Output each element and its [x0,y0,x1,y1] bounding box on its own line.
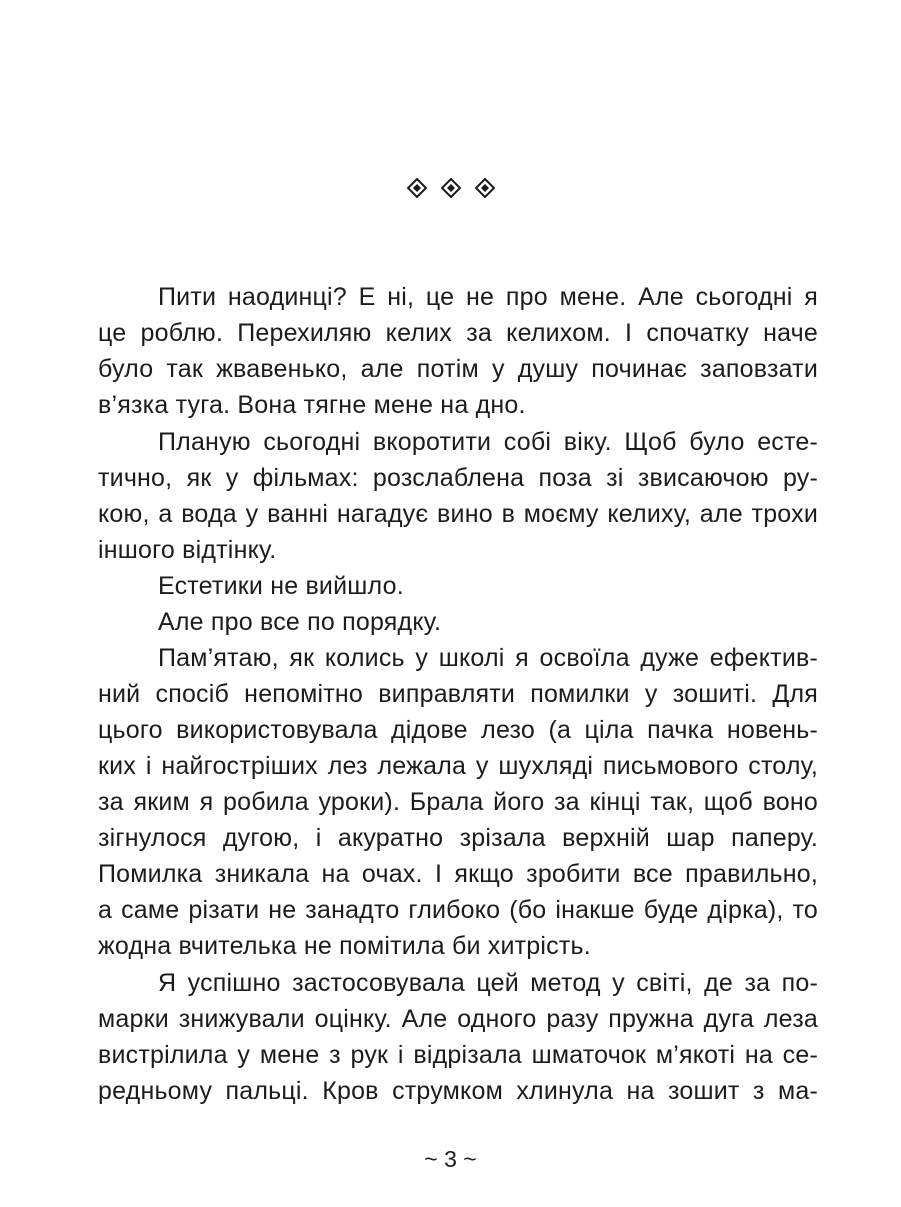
text-line: а саме різати не занадто глибоко (бо інакше буде дірка), то [98,896,818,924]
text-line: було так жвавенько, але потім у душу починає заповзати [98,355,818,383]
text-line: вистрілила у мене з рук і відрізала шматочок м’якоті на се- [98,1041,818,1069]
text-line: Я успішно застосовувала цей метод у світі, де за по- [158,969,818,997]
text-line: жодна вчителька не помітила би хитрість. [98,932,591,960]
text-line: Але про все по порядку. [158,608,442,636]
text-line: тично, як у фільмах: розслаблена поза зі звисаючою ру- [98,464,818,492]
text-line: зігнулося дугою, і акуратно зрізала верхній шар паперу. [98,824,818,852]
text-line: марки знижували оцінку. Але одного разу пружна дуга леза [98,1005,818,1033]
text-line: в’язка туга. Вона тягне мене на дно. [98,391,526,419]
text-line: Естетики не вийшло. [158,572,404,600]
text-line: Планую сьогодні вкоротити собі віку. Щоб було есте- [158,428,818,456]
text-line: редньому пальці. Кров струмком хлинула на зошит з ма- [98,1077,818,1105]
page-number: ~ 3 ~ [424,1146,477,1172]
text-line: кою, а вода у ванні нагадує вино в моєму келиху, але трохи [98,500,818,528]
text-line: іншого відтінку. [98,536,277,564]
text-line: ких і найгостріших лез лежала у шухляді письмового столу, [98,752,818,780]
text-line: Пити наодинці? Е ні, це не про мене. Але сьогодні я [158,283,818,311]
text-line: Пам’ятаю, як колись у школі я освоїла дуже ефектив- [158,644,818,672]
text-line: ний спосіб непомітно виправляти помилки у зошиті. Для [98,680,818,708]
text-line: Помилка зникала на очах. І якщо зробити все правильно, [98,860,818,888]
text-line: цього використовувала дідове лезо (а ціла пачка новень- [98,716,818,744]
text-line: за яким я робила уроки). Брала його за кінці так, щоб воно [98,788,818,816]
text-line: це роблю. Перехиляю келих за келихом. І спочатку наче [98,319,818,347]
